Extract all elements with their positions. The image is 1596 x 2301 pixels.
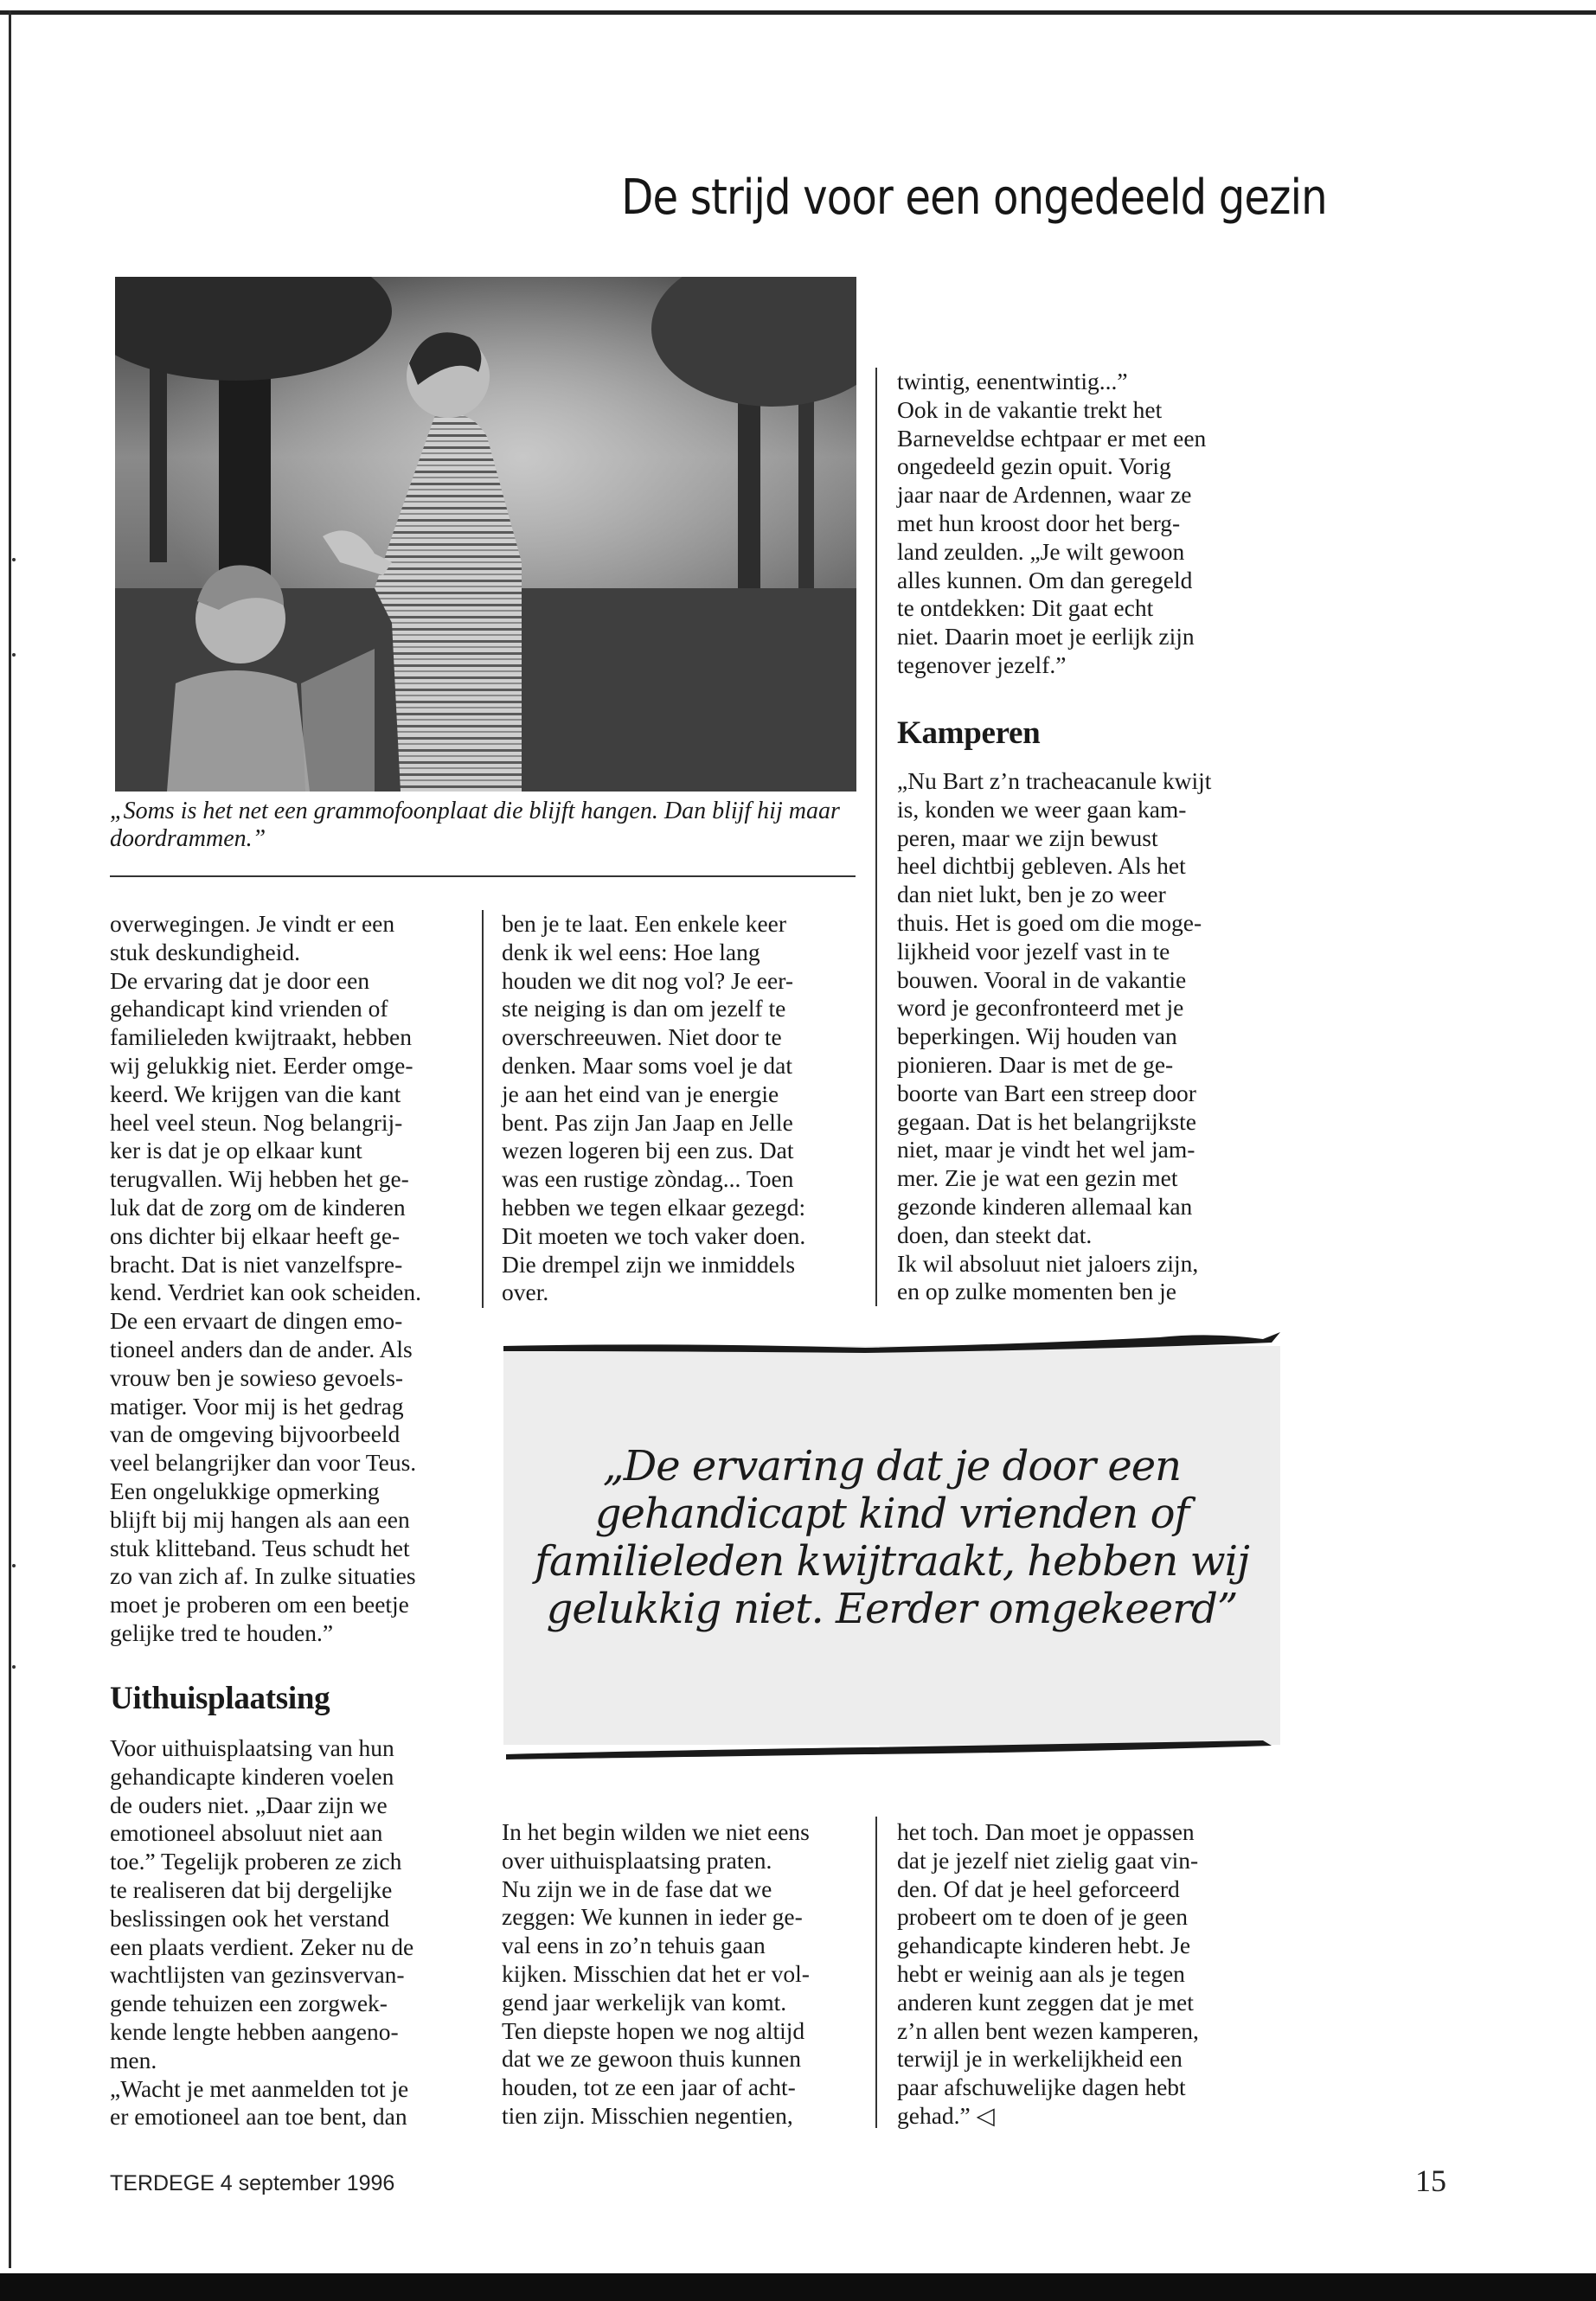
text-line: tien zijn. Misschien negentien, bbox=[502, 2101, 793, 2129]
text-line: ste neiging is dan om jezelf te bbox=[502, 995, 786, 1022]
text-line: familieleden kwijtraakt, hebben bbox=[110, 1023, 412, 1051]
text-line: terwijl je in werkelijkheid een bbox=[897, 2045, 1183, 2073]
right-column-top bbox=[897, 368, 1260, 680]
top-border bbox=[0, 10, 1596, 15]
text-line: gelijke tred te houden.” bbox=[110, 1618, 334, 1646]
text-line: overwegingen. Je vindt er een bbox=[110, 910, 395, 937]
text-line: gehandicapte kinderen voelen bbox=[110, 1762, 394, 1790]
text-line: met hun kroost door het berg- bbox=[897, 509, 1181, 536]
text-line: er emotioneel aan toe bent, dan bbox=[110, 2103, 407, 2131]
text-line: lijkheid voor jezelf vast in te bbox=[897, 937, 1170, 965]
text-line: paar afschuwelijke dagen hebt bbox=[897, 2073, 1186, 2101]
scan-mark bbox=[12, 558, 16, 561]
text-line: kende lengte hebben aangeno- bbox=[110, 2017, 399, 2045]
pull-quote-line: gelukkig niet. Eerder omgekeerd” bbox=[546, 1585, 1238, 1633]
pull-quote bbox=[510, 1443, 1273, 1633]
text-line: stuk deskundigheid. bbox=[110, 938, 300, 965]
text-line: moet je proberen om een beetje bbox=[110, 1591, 409, 1618]
text-line: z’n allen bent wezen kamperen, bbox=[897, 2016, 1199, 2044]
text-line: twintig, eenentwintig...” bbox=[897, 368, 1128, 394]
text-line: kijken. Misschien dat het er vol- bbox=[502, 1959, 810, 1987]
middle-column-top bbox=[502, 910, 865, 1307]
heading-kamperen: Kamperen bbox=[897, 715, 1041, 751]
text-line: probeert om te doen of je geen bbox=[897, 1903, 1188, 1931]
caption-rule bbox=[110, 875, 856, 877]
text-line: Ten diepste hopen we nog altijd bbox=[502, 2016, 805, 2044]
text-line: bracht. Dat is niet vanzelfspre- bbox=[110, 1250, 403, 1278]
text-line: men. bbox=[110, 2046, 157, 2073]
text-line: tioneel anders dan de ander. Als bbox=[110, 1335, 413, 1362]
text-line: was een rustige zòndag... Toen bbox=[502, 1165, 794, 1193]
pull-quote-bottom-stroke bbox=[502, 1730, 1285, 1765]
text-line: gezonde kinderen allemaal kan bbox=[897, 1192, 1193, 1220]
text-line: doen, dan steekt dat. bbox=[897, 1221, 1093, 1248]
text-line: wij gelukkig niet. Eerder omge- bbox=[110, 1051, 413, 1079]
text-line: thuis. Het is goed om die moge- bbox=[897, 908, 1202, 936]
text-line: boorte van Bart een streep door bbox=[897, 1079, 1196, 1106]
text-line: pionieren. Daar is met de ge- bbox=[897, 1050, 1174, 1078]
text-line: zeggen: We kunnen in ieder ge- bbox=[502, 1903, 803, 1931]
text-line: dat je jezelf niet zielig gaat vin- bbox=[897, 1846, 1199, 1874]
text-line: Een ongelukkige opmerking bbox=[110, 1477, 380, 1504]
text-line: tegenover jezelf.” bbox=[897, 651, 1067, 678]
text-line: gehandicapte kinderen hebt. Je bbox=[897, 1932, 1191, 1959]
text-line: stuk klitteband. Teus schudt het bbox=[110, 1534, 410, 1561]
column-divider-lower bbox=[875, 1817, 877, 2128]
text-line: kend. Verdriet kan ook scheiden. bbox=[110, 1279, 421, 1306]
article-title: De strijd voor een ongedeeld gezin bbox=[621, 170, 1327, 226]
text-line: peren, maar we zijn bewust bbox=[897, 824, 1158, 851]
right-column-mid bbox=[897, 767, 1260, 1306]
text-line: gegaan. Dat is het belangrijkste bbox=[897, 1107, 1196, 1135]
bottom-border bbox=[0, 2273, 1596, 2301]
text-line: matiger. Voor mij is het gedrag bbox=[110, 1392, 404, 1420]
text-line: heel veel steun. Nog belangrij- bbox=[110, 1108, 403, 1136]
text-line: gende tehuizen een zorgwek- bbox=[110, 1990, 388, 2017]
text-line: blijft bij mij hangen als aan een bbox=[110, 1505, 410, 1533]
text-line: alles kunnen. Om dan geregeld bbox=[897, 566, 1193, 593]
pull-quote-line: familieleden kwijtraakt, hebben wij bbox=[535, 1537, 1249, 1586]
text-line: te ontdekken: Dit gaat echt bbox=[897, 594, 1154, 622]
text-line: jaar naar de Ardennen, waar ze bbox=[897, 481, 1192, 509]
photo-caption: „Soms is het net een grammofoonplaat die blijft hangen. Dan blijf hij maar doordrammen.” bbox=[110, 798, 840, 852]
text-line: over. bbox=[502, 1279, 549, 1306]
text-line: houden we dit nog vol? Je eer- bbox=[502, 966, 793, 994]
text-line: „Wacht je met aanmelden tot je bbox=[110, 2074, 409, 2102]
text-line: word je geconfronteerd met je bbox=[897, 994, 1184, 1022]
left-column-lower bbox=[110, 1734, 473, 2131]
text-line: wezen logeren bij een zus. Dat bbox=[502, 1137, 794, 1164]
text-line: De een ervaart de dingen emo- bbox=[110, 1307, 403, 1335]
text-line: ben je te laat. Een enkele keer bbox=[502, 910, 787, 937]
text-line: toe.” Tegelijk proberen ze zich bbox=[110, 1848, 402, 1875]
left-column bbox=[110, 910, 473, 1648]
text-line: land zeulden. „Je wilt gewoon bbox=[897, 537, 1185, 565]
text-line: niet, maar je vindt het wel jam- bbox=[897, 1136, 1195, 1163]
text-line: over uithuisplaatsing praten. bbox=[502, 1846, 772, 1874]
text-line: Nu zijn we in de fase dat we bbox=[502, 1875, 772, 1902]
pull-quote-top-stroke bbox=[502, 1324, 1285, 1358]
text-line: denken. Maar soms voel je dat bbox=[502, 1051, 793, 1079]
text-line: Barneveldse echtpaar er met een bbox=[897, 424, 1207, 452]
text-line: gend jaar werkelijk van komt. bbox=[502, 1988, 787, 2016]
text-line: gehad.” ◁ bbox=[897, 2101, 995, 2129]
text-line: anderen kunt zeggen dat je met bbox=[897, 1988, 1194, 2016]
text-line: Ook in de vakantie trekt het bbox=[897, 395, 1163, 423]
text-line: is, konden we weer gaan kam- bbox=[897, 795, 1187, 823]
text-line: „Nu Bart z’n tracheacanule kwijt bbox=[897, 767, 1212, 794]
text-line: keerd. We krijgen van die kant bbox=[110, 1080, 401, 1107]
text-line: beslissingen ook het verstand bbox=[110, 1904, 390, 1932]
text-line: ongedeeld gezin opuit. Vorig bbox=[897, 452, 1171, 480]
text-line: val eens in zo’n tehuis gaan bbox=[502, 1932, 766, 1959]
text-line: Dit moeten we toch vaker doen. bbox=[502, 1221, 806, 1249]
scan-mark bbox=[12, 1564, 16, 1567]
text-line: dan niet lukt, ben je zo weer bbox=[897, 881, 1166, 908]
text-line: den. Of dat je heel geforceerd bbox=[897, 1875, 1180, 1902]
text-line: terugvallen. Wij hebben het ge- bbox=[110, 1165, 409, 1193]
text-line: het toch. Dan moet je oppassen bbox=[897, 1818, 1195, 1845]
text-line: ons dichter bij elkaar heeft ge- bbox=[110, 1221, 401, 1249]
text-line: gehandicapt kind vrienden of bbox=[110, 995, 388, 1022]
text-line: hebben we tegen elkaar gezegd: bbox=[502, 1193, 806, 1221]
heading-uithuisplaatsing: Uithuisplaatsing bbox=[110, 1681, 330, 1716]
text-line: In het begin wilden we niet eens bbox=[502, 1818, 810, 1845]
text-line: je aan het eind van je energie bbox=[502, 1080, 779, 1107]
right-column-bottom bbox=[897, 1818, 1260, 2131]
text-line: bent. Pas zijn Jan Jaap en Jelle bbox=[502, 1108, 793, 1136]
pull-quote-line: „De ervaring dat je door een bbox=[602, 1442, 1182, 1490]
text-line: Ik wil absoluut niet jaloers zijn, bbox=[897, 1249, 1199, 1277]
text-line: de ouders niet. „Daar zijn we bbox=[110, 1791, 388, 1818]
text-line: zo van zich af. In zulke situaties bbox=[110, 1562, 416, 1590]
page-number: 15 bbox=[1415, 2163, 1446, 2198]
text-line: een plaats verdient. Zeker nu de bbox=[110, 1932, 414, 1960]
text-line: veel belangrijker dan voor Teus. bbox=[110, 1449, 417, 1477]
text-line: emotioneel absoluut niet aan bbox=[110, 1819, 383, 1847]
text-line: hebt er weinig aan als je tegen bbox=[897, 1959, 1185, 1987]
text-line: De ervaring dat je door een bbox=[110, 966, 370, 994]
text-line: denk ik wel eens: Hoe lang bbox=[502, 938, 760, 965]
text-line: mer. Zie je wat een gezin met bbox=[897, 1164, 1178, 1192]
text-line: en op zulke momenten ben je bbox=[897, 1278, 1177, 1305]
pull-quote-line: gehandicapt kind vrienden of bbox=[594, 1490, 1189, 1538]
text-line: Voor uithuisplaatsing van hun bbox=[110, 1734, 394, 1761]
column-divider-middle bbox=[482, 910, 484, 1308]
text-line: beperkingen. Wij houden van bbox=[897, 1022, 1177, 1050]
text-line: ker is dat je op elkaar kunt bbox=[110, 1137, 362, 1164]
text-line: te realiseren dat bij dergelijke bbox=[110, 1875, 393, 1903]
scan-mark bbox=[12, 1665, 16, 1669]
photo-mother-and-child bbox=[115, 277, 856, 792]
text-line: Die drempel zijn we inmiddels bbox=[502, 1250, 796, 1278]
text-line: wachtlijsten van gezinsvervan- bbox=[110, 1961, 405, 1989]
publication-footer: TERDEGE 4 september 1996 bbox=[110, 2171, 395, 2195]
text-line: niet. Daarin moet je eerlijk zijn bbox=[897, 623, 1195, 651]
left-border bbox=[9, 10, 11, 2268]
text-line: dat we ze gewoon thuis kunnen bbox=[502, 2045, 801, 2073]
text-line: luk dat de zorg om de kinderen bbox=[110, 1193, 406, 1221]
column-divider-right bbox=[875, 368, 877, 1306]
middle-column-bottom bbox=[502, 1818, 865, 2131]
text-line: overschreeuwen. Niet door te bbox=[502, 1023, 782, 1051]
text-line: houden, tot ze een jaar of acht- bbox=[502, 2073, 796, 2101]
text-line: heel dichtbij gebleven. Als het bbox=[897, 852, 1186, 880]
text-line: vrouw ben je sowieso gevoels- bbox=[110, 1363, 404, 1391]
text-line: van de omgeving bijvoorbeeld bbox=[110, 1420, 401, 1448]
scan-mark bbox=[12, 653, 16, 657]
text-line: bouwen. Vooral in de vakantie bbox=[897, 965, 1187, 993]
